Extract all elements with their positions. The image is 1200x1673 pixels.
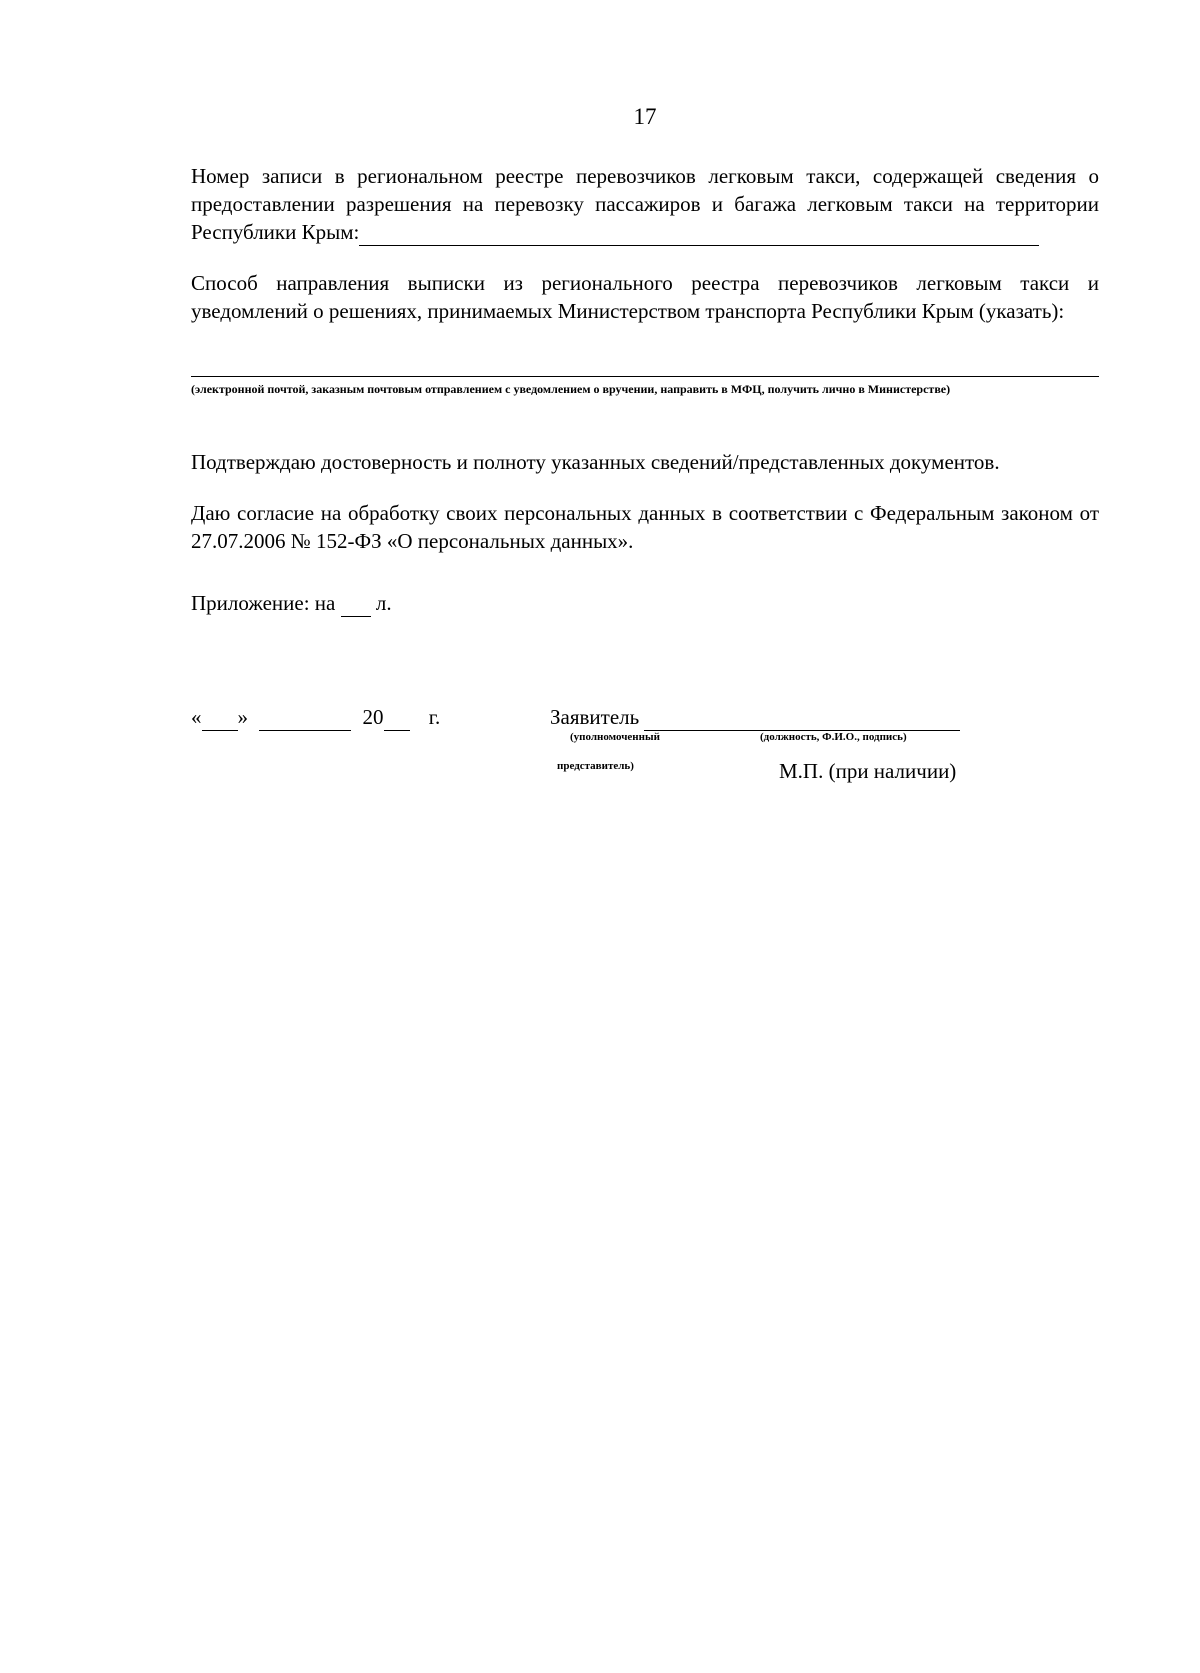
- signature-caption-left-2: представитель): [557, 760, 634, 772]
- registry-record-field[interactable]: [359, 224, 1039, 246]
- signature-label: Заявитель: [550, 705, 640, 729]
- delivery-method-paragraph: Способ направления выписки из регионального реестра перевозчиков легковым такси и уведомлений о решениях, принимаемых Министерством транспорта Республики Крым (указать):: [191, 271, 1099, 323]
- signature-block: [550, 703, 960, 731]
- date-block: [191, 703, 440, 731]
- delivery-method-field[interactable]: [191, 376, 1099, 377]
- date-year-suffix: г.: [428, 705, 441, 729]
- attachment-pages-field[interactable]: [341, 595, 371, 617]
- signature-caption-left-1: (уполномоченный: [570, 731, 660, 743]
- attachment-suffix: л.: [375, 591, 392, 615]
- date-day-field[interactable]: [202, 709, 238, 731]
- attachment-line: [191, 589, 392, 617]
- date-year-field[interactable]: [384, 709, 410, 731]
- date-year-prefix: 20: [362, 705, 384, 729]
- confirmation-statement: Подтверждаю достоверность и полноту указанных сведений/представленных документов.: [191, 450, 1000, 474]
- date-month-field[interactable]: [259, 709, 351, 731]
- registry-record-paragraph: [191, 162, 1099, 246]
- date-open-quote: «: [191, 705, 202, 729]
- registry-record-text: Номер записи в региональном реестре перевозчиков легковым такси, содержащей сведения о предоставлении разрешения на перевозку пассажиров и багажа легковым такси на территории Республики Крым:: [191, 164, 1099, 244]
- signature-field[interactable]: [644, 709, 960, 731]
- delivery-method-note: (электронной почтой, заказным почтовым отправлением с уведомлением о вручении, направить в МФЦ, получить лично в Министерстве): [191, 382, 951, 396]
- attachment-prefix: Приложение: на: [191, 591, 336, 615]
- stamp-note: М.П. (при наличии): [779, 759, 957, 783]
- consent-statement: Даю согласие на обработку своих персональных данных в соответствии с Федеральным законом от 27.07.2006 № 152-ФЗ «О персональных данных».: [191, 501, 1099, 553]
- page-number: 17: [633, 104, 657, 129]
- signature-caption-right: (должность, Ф.И.О., подпись): [760, 731, 907, 743]
- date-close-quote: »: [237, 705, 248, 729]
